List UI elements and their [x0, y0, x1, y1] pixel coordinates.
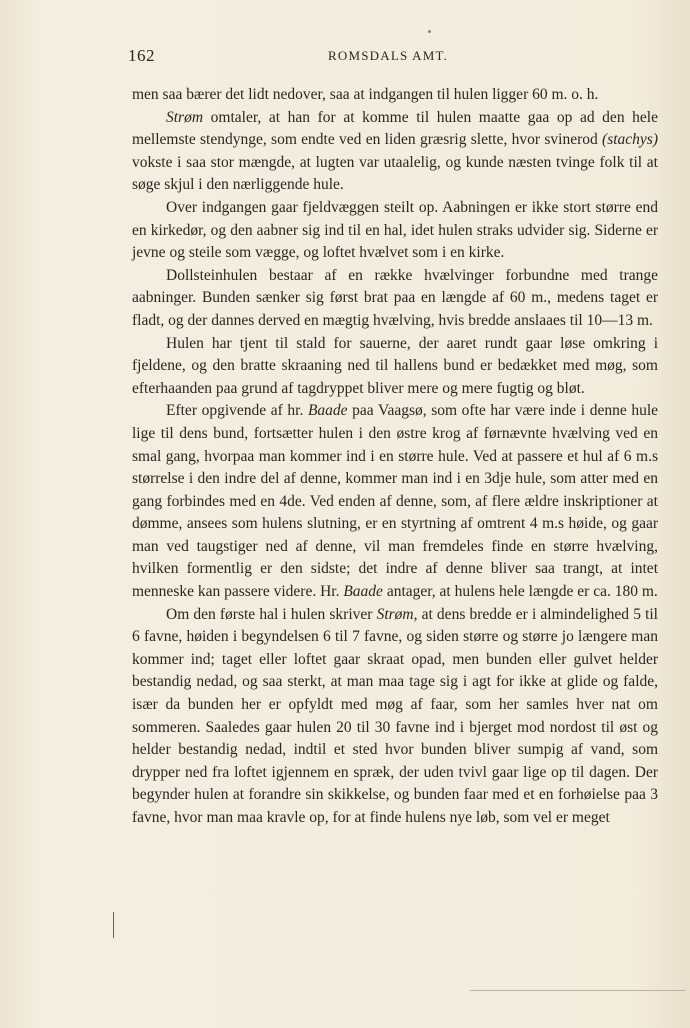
italic-text: Strøm: [166, 108, 204, 126]
text-run: antager, at hulens hele længde er ca. 180 m.: [382, 583, 658, 601]
italic-text: Baade: [343, 583, 383, 601]
margin-pencil-mark: [113, 912, 114, 938]
paragraph: [132, 604, 658, 830]
text-run: paa Vaagsø, som ofte har være inde i denne hule lige til dens bund, fortsætter hulen i den østre krog af førnævnte hvælving ved en smal gang, hvorpaa man kommer ind i en større hule. Ved at passere et hul af 6 m.s størrelse i den indre del af denne, kommer man ind i en 3dje hule, som atter med en gang forbindes med en 4de. Ved enden af denne, som, af flere ældre inskriptioner at dømme, ansees som hulens slutning, er en styrtning af omtrent 4 m.s høide, og gaar man ved taugstiger ned af denne, vil man fremdeles finde en større hvælving, hvilken formentlig er den sidste; det indre af denne bliver saa trangt, at intet menneske kan passere videre. Hr.: [132, 402, 659, 601]
text-run: vokste i saa stor mængde, at lugten var utaalelig, og kunde næsten tvinge folk til at søge skjul i den nærliggende hule.: [132, 153, 658, 194]
paragraph: [132, 333, 658, 401]
text-run: Om den første hal i hulen skriver: [166, 605, 377, 623]
text-run: Over indgangen gaar fjeldvæggen steilt op. Aabningen er ikke stort større end en kirkedør, og den aabner sig ind til en hal, idet hulen straks udvider sig. Siderne er jevne og steile som vægge, og loftet hvælvet som i en kirke.: [132, 198, 658, 262]
paragraph: [132, 197, 658, 265]
italic-text: Strøm: [376, 605, 414, 623]
text-run: men saa bærer det lidt nedover, saa at indgangen til hulen ligger 60 m. o. h.: [132, 86, 599, 103]
running-head: ROMSDALS AMT.: [328, 48, 449, 63]
body-text: [132, 84, 658, 830]
paragraph: [132, 84, 658, 107]
text-run: Hulen har tjent til stald for sauerne, der aaret rundt gaar løse omkring i fjeldene, og den bratte skraaning ned til hallens bund er bedækket med møg, som efterhaanden paa grund af tagdryppet bliver mere og mere fugtig og bløt.: [132, 334, 658, 397]
italic-text: Baade: [307, 402, 348, 420]
page-number: 162: [128, 46, 155, 65]
paragraph: [132, 265, 658, 333]
ink-speck: [428, 30, 431, 33]
text-run: omtaler, at han for at komme til hulen maatte gaa op ad den hele mellemste stendynge, som endte ved en liden græsrig slette, hvor svinerod: [132, 108, 658, 149]
page-edge-line: [470, 990, 685, 991]
paragraph: [132, 107, 658, 197]
paragraph: [132, 400, 658, 603]
italic-text: (stachys): [602, 131, 658, 149]
page-header: [128, 46, 654, 70]
text-run: Dollsteinhulen bestaar af en række hvælvinger forbundne med trange aabninger. Bunden sænker sig først brat paa en længde af 60 m., medens taget er fladt, og der dannes derved en mægtig hvælving, hvis bredde anslaaes til 10—13 m.: [132, 266, 658, 329]
text-run: , at dens bredde er i almindelighed 5 til 6 favne, høiden i begyndelsen 6 til 7 favne, og siden større og større jo længere man kommer ind; taget eller loftet gaar skraat opad, men bunden eller gulvet helder bestandig nedad, og saa sterkt, at man maa tage sig i agt for ikke at glide og falde, især da bunden her er opfyldt med møg af faar, som her samles hver nat om sommeren. Saaledes gaar hulen 20 til 30 favne ind i bjerget mod nordost til øst og helder bestandig nedad, indtil et sted hvor bunden bliver sumpig af vand, som drypper ned fra loftet igjennem en spræk, der uden tvivl gaar lige op til dagen. Der begynder hulen at forandre sin skikkelse, og bunden faar med et en forhøielse paa 3 favne, hvor man maa kravle op, for at finde hulens nye løb, som vel er meget: [132, 605, 658, 826]
text-run: Efter opgivende af hr.: [166, 402, 308, 420]
